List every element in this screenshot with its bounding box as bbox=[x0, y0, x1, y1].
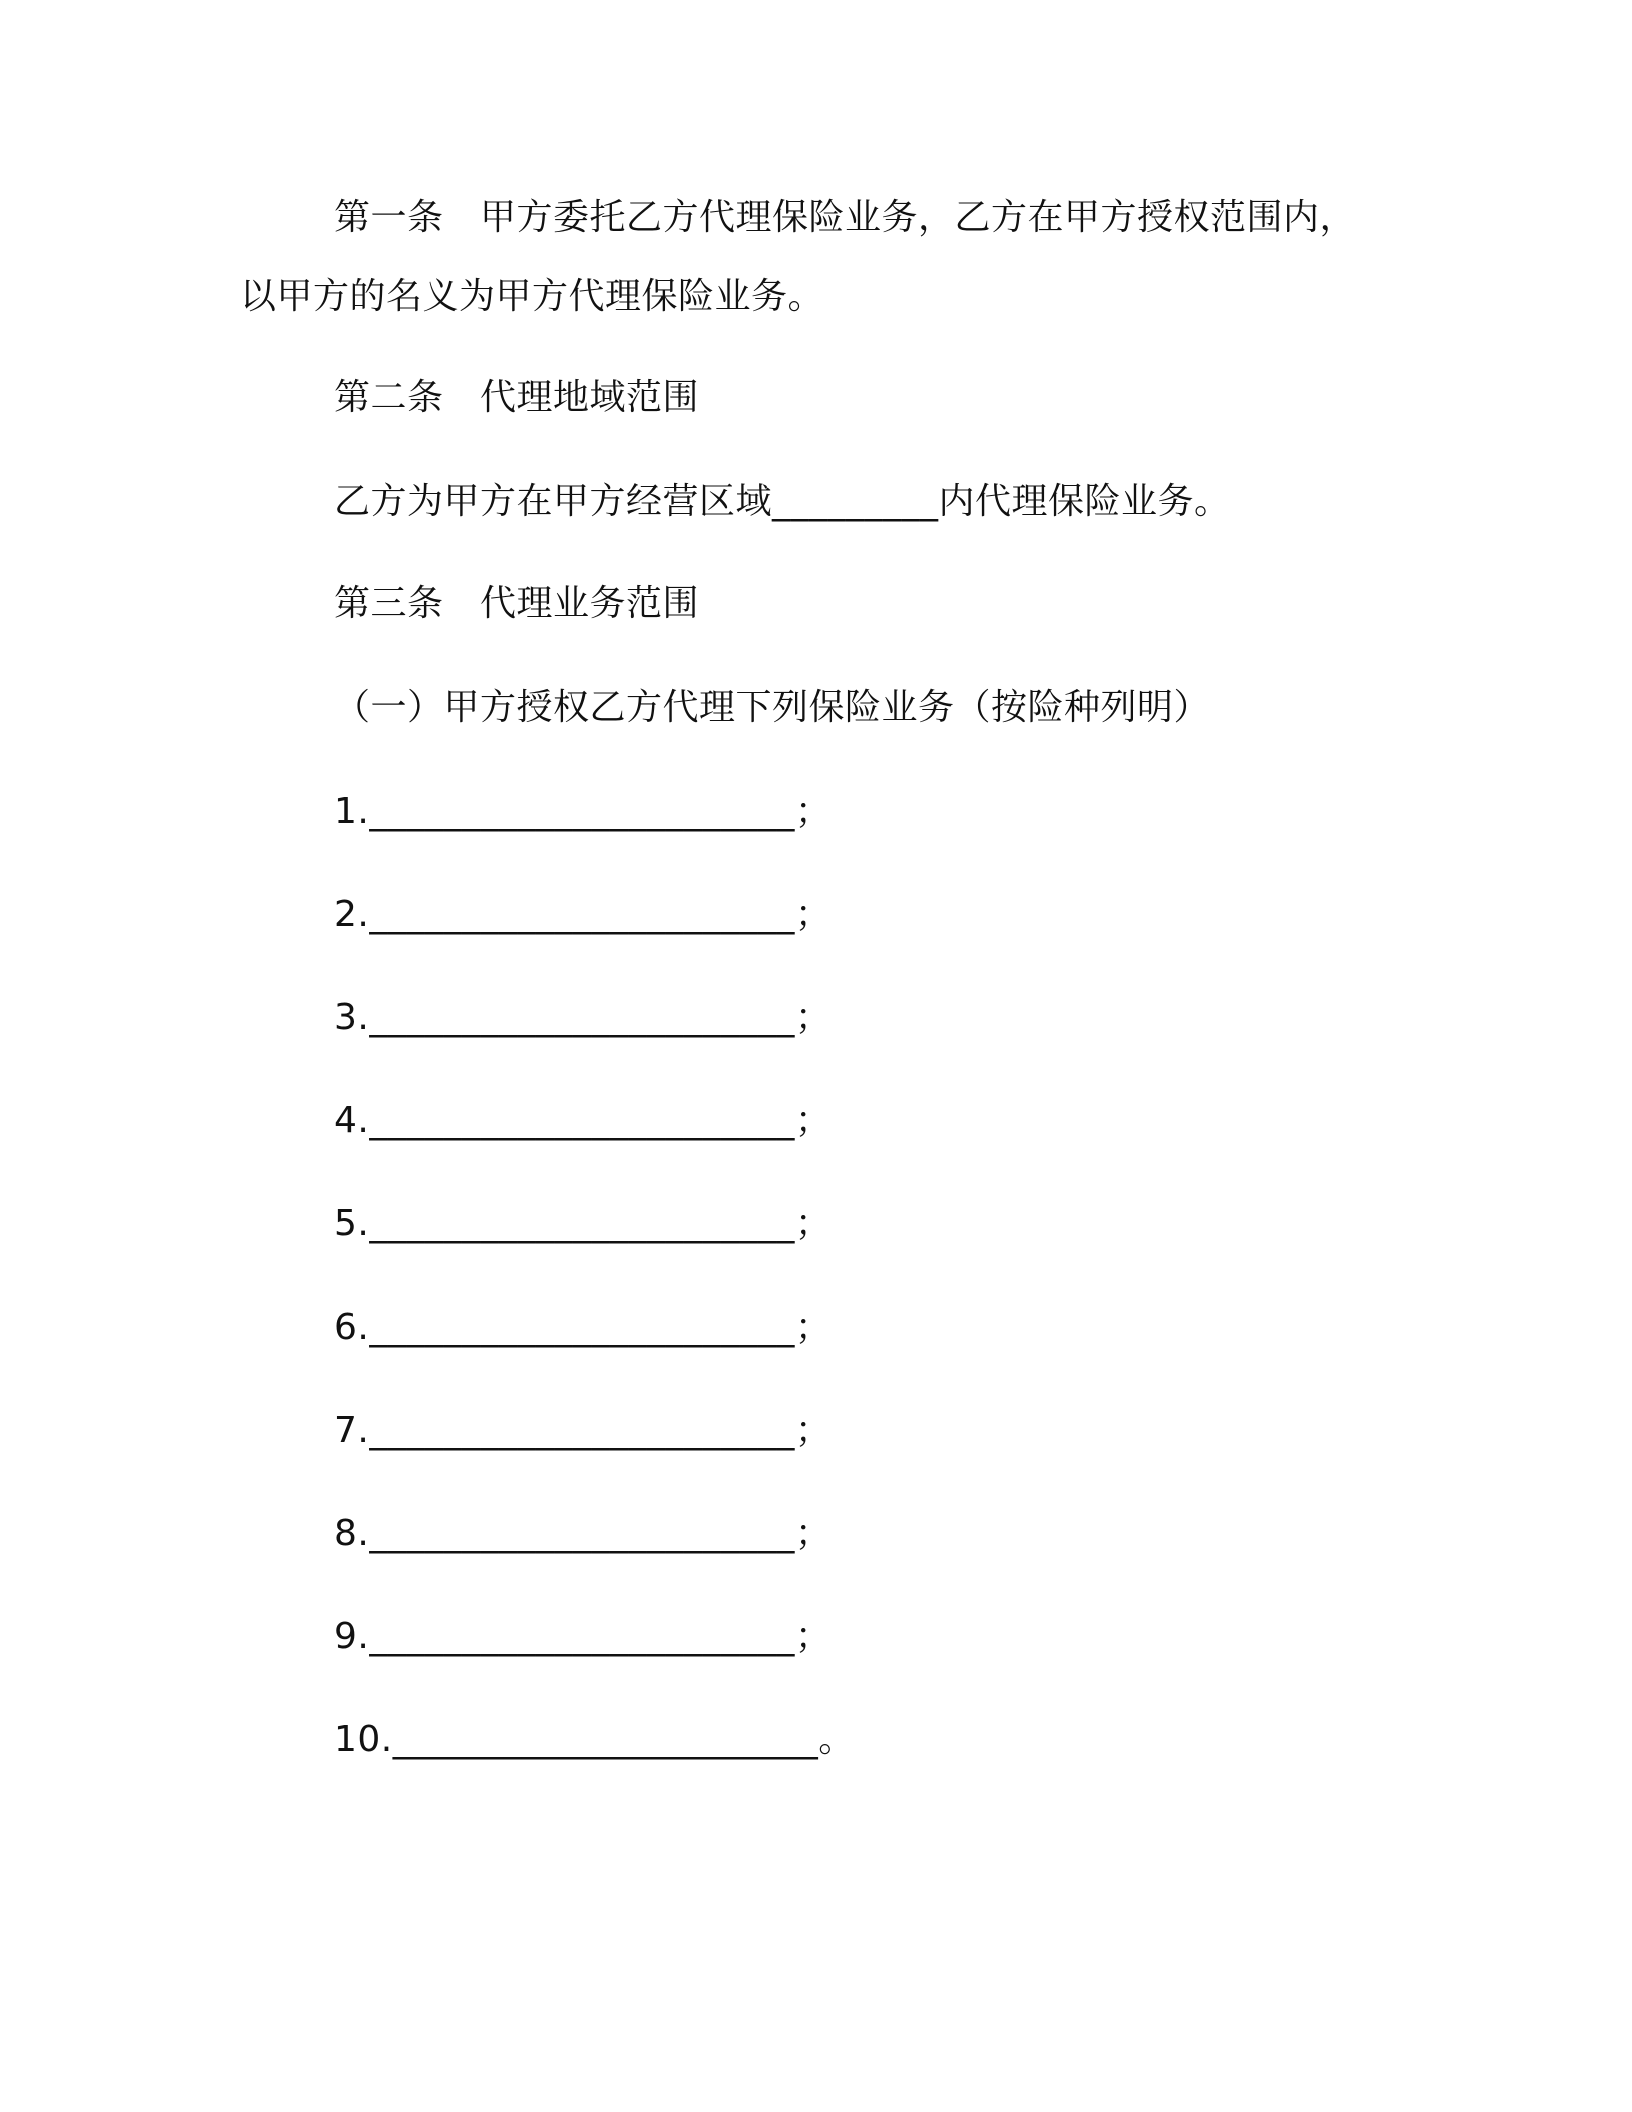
article-2-body: 乙方为甲方在甲方经营区域_________内代理保险业务。 bbox=[334, 481, 1231, 522]
list-item: 3._______________________； bbox=[334, 997, 832, 1038]
list-item: 2._______________________； bbox=[334, 894, 832, 935]
article-2-heading: 第二条 代理地域范围 bbox=[334, 377, 700, 418]
article-3-heading: 第三条 代理业务范围 bbox=[334, 583, 700, 624]
list-item: 1._______________________； bbox=[334, 791, 832, 832]
list-item: 10._______________________。 bbox=[334, 1719, 855, 1760]
list-item: 7._______________________； bbox=[334, 1410, 832, 1451]
article-1-line-2: 以甲方的名义为甲方代理保险业务。 bbox=[240, 276, 825, 317]
list-item: 9._______________________； bbox=[334, 1616, 832, 1657]
article-1-line-1: 第一条 甲方委托乙方代理保险业务，乙方在甲方授权范围内， bbox=[334, 197, 1357, 238]
list-item: 6._______________________； bbox=[334, 1307, 832, 1348]
list-item: 8._______________________； bbox=[334, 1513, 832, 1554]
list-item: 4._______________________； bbox=[334, 1100, 832, 1141]
article-3-subheading: （一）甲方授权乙方代理下列保险业务（按险种列明） bbox=[334, 687, 1211, 728]
list-item: 5._______________________； bbox=[334, 1203, 832, 1244]
